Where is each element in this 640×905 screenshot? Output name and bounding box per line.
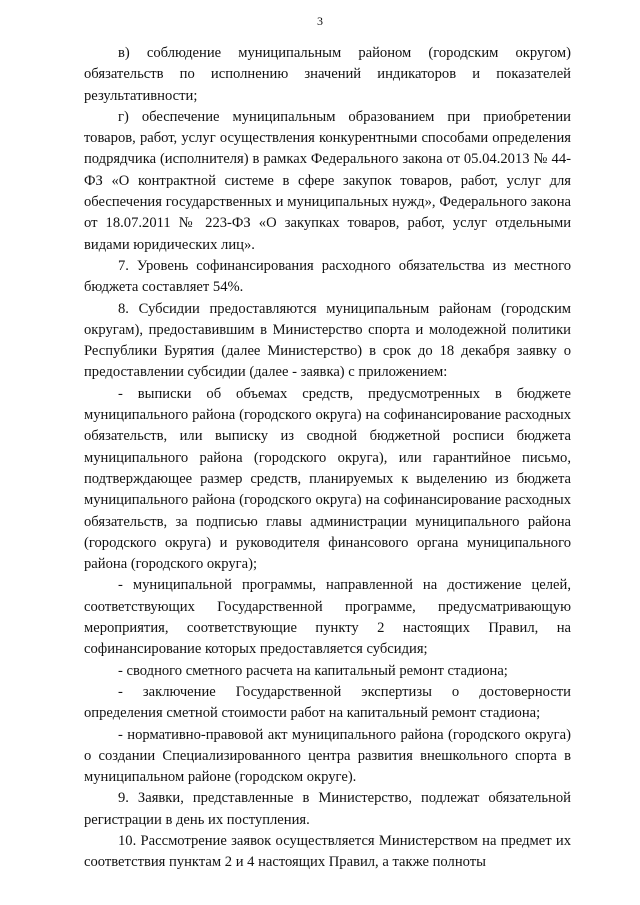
attachment-municipal-program: - муниципальной программы, направленной на достижение целей, соответствующих Государственной программе, предусматривающую мероприятия, соответствующие пункту 2 настоящих Правил, на софинансирование которых предоставляется субсидия;	[84, 577, 571, 658]
paragraph-9: 9. Заявки, представленные в Министерство, подлежат обязательной регистрации в день их поступления.	[84, 790, 571, 828]
paragraph-7: 7. Уровень софинансирования расходного обязательства из местного бюджета составляет 54%.	[84, 257, 571, 296]
attachment-budget-extract: - выписки об объемах средств, предусмотренных в бюджете муниципального района (городского округа) на софинансирование расходных обязательств, или выписку из сводной бюджетной росписи бюджета муниципального района (городского округа), или гарантийное письмо, подтверждающее размер средств, планируемых к выделению из бюджета муниципального района (городского округа) на софинансирование расходных обязательств, за подписью главы администрации муниципального района (городского округа) и руководителя финансового органа муниципального района (городского округа);	[84, 385, 571, 573]
attachment-legal-act: - нормативно-правовой акт муниципального района (городского округа) о создании Специализированного центра развития внешкольного спорта в муниципальном районе (городском округе).	[84, 726, 571, 786]
paragraph-item-v: в) соблюдение муниципальным районом (городским округом) обязательств по исполнению значений индикаторов и показателей результативности;	[84, 45, 571, 104]
attachment-estimate: - сводного сметного расчета на капитальный ремонт стадиона;	[118, 662, 508, 679]
document-body	[84, 43, 571, 874]
paragraph-item-g: г) обеспечение муниципальным образованием при приобретении товаров, работ, услуг осуществления конкурентными способами определения подрядчика (исполнителя) в рамках Федерального закона от 05.04.2013 № 44-ФЗ «О контрактной системе в сфере закупок товаров, работ, услуг для обеспечения государственных и муниципальных нужд», Федерального закона от 18.07.2011 № 223-ФЗ «О закупках товаров, работ, услуг отдельными видами юридических лиц».	[84, 108, 571, 253]
paragraph-10: 10. Рассмотрение заявок осуществляется Министерством на предмет их соответствия пунктам 2 и 4 настоящих Правил, а также полноты	[84, 832, 571, 871]
page-number: 3	[317, 14, 323, 28]
paragraph-8: 8. Субсидии предоставляются муниципальным районам (городским округам), предоставившим в Министерство спорта и молодежной политики Республики Бурятия (далее Министерство) в срок до 18 декабря заявку о предоставлении субсидии (далее - заявка) с приложением:	[84, 300, 571, 381]
attachment-expertise: - заключение Государственной экспертизы о достоверности определения сметной стоимости работ на капитальный ремонт стадиона;	[84, 683, 571, 722]
